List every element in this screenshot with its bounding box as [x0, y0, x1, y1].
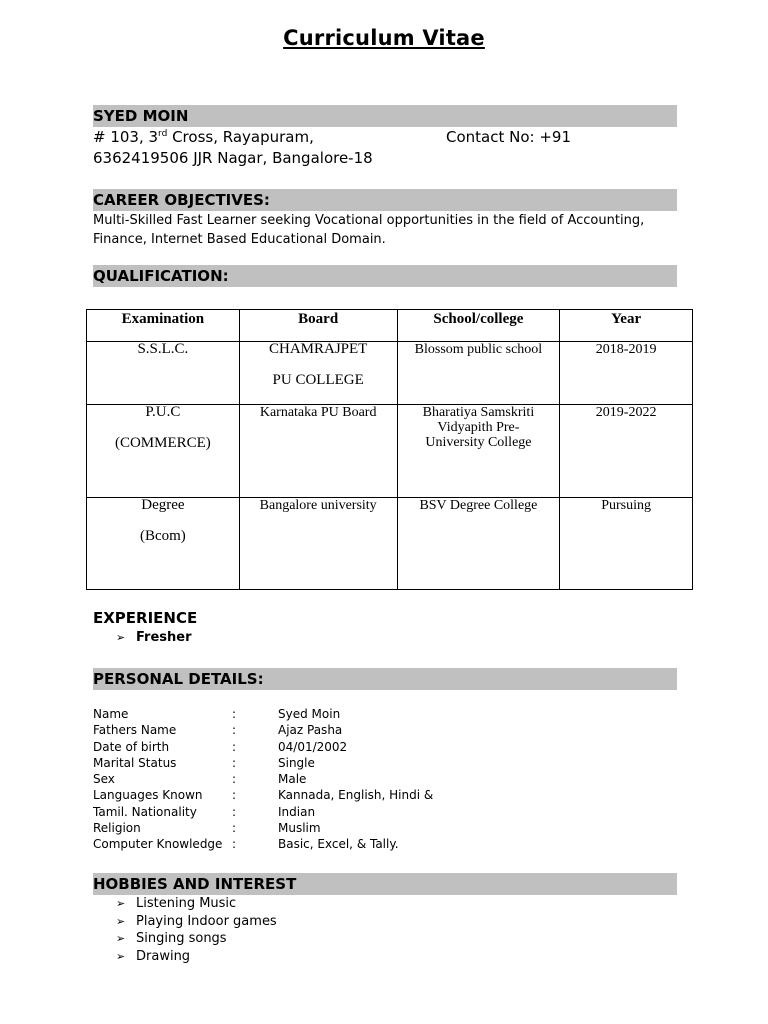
- hobbies-list: [116, 895, 277, 966]
- contact-number: Contact No: +91: [446, 128, 572, 146]
- detail-label: Languages Known: [93, 788, 203, 803]
- exam-name: (COMMERCE): [114, 435, 211, 451]
- address-line-1-start: # 103, 3: [93, 128, 159, 146]
- detail-value: Single: [278, 755, 315, 770]
- hobby-item: [116, 930, 277, 948]
- detail-value: Male: [278, 772, 307, 787]
- detail-separator: :: [232, 772, 237, 787]
- board-name: CHAMRAJPET: [268, 341, 368, 357]
- detail-value: Kannada, English, Hindi &: [278, 788, 434, 803]
- detail-separator: :: [232, 788, 237, 803]
- school-cell: [397, 405, 560, 498]
- exam-name: Degree: [141, 497, 185, 513]
- column-header: Year: [560, 310, 693, 342]
- hobby-item: [116, 948, 277, 966]
- exam-cell: [87, 342, 240, 405]
- table-row: [87, 405, 693, 498]
- year-value: Pursuing: [601, 498, 652, 513]
- hobby-label: Drawing: [136, 949, 191, 965]
- board-name: PU COLLEGE: [272, 372, 364, 388]
- arrow-bullet-icon: ➢: [116, 897, 126, 910]
- table-header-row: [87, 310, 693, 342]
- school-cell: [397, 342, 560, 405]
- hobbies-heading: HOBBIES AND INTEREST: [93, 873, 677, 895]
- detail-value: Basic, Excel, & Tally.: [278, 837, 399, 852]
- career-objectives-heading: CAREER OBJECTIVES:: [93, 189, 677, 211]
- board-cell: [239, 405, 397, 498]
- qualification-heading: QUALIFICATION:: [93, 265, 677, 287]
- detail-label: Sex: [93, 772, 115, 787]
- detail-label: Date of birth: [93, 739, 170, 754]
- column-header: Examination: [87, 310, 240, 342]
- detail-value: Muslim: [278, 821, 321, 836]
- detail-label: Tamil. Nationality: [93, 804, 197, 819]
- qualification-table: [86, 309, 693, 590]
- exam-name: P.U.C: [145, 404, 181, 420]
- table-row: [87, 342, 693, 405]
- detail-separator: :: [232, 821, 237, 836]
- year-cell: [560, 342, 693, 405]
- detail-value: Syed Moin: [278, 707, 341, 721]
- arrow-bullet-icon: ➢: [116, 932, 126, 946]
- detail-label: Computer Knowledge: [93, 837, 223, 852]
- detail-separator: :: [232, 723, 237, 738]
- arrow-bullet-icon: ➢: [116, 914, 126, 928]
- experience-item: [116, 630, 192, 645]
- school-name: BSV Degree College: [419, 498, 538, 513]
- exam-cell: [87, 498, 240, 590]
- year-value: 2019-2022: [595, 405, 657, 420]
- arrow-bullet-icon: ➢: [116, 631, 126, 644]
- board-name: Karnataka PU Board: [259, 405, 377, 420]
- detail-separator: :: [232, 755, 237, 770]
- year-cell: [560, 498, 693, 590]
- address-line-1-end: Cross, Rayapuram,: [167, 128, 314, 146]
- hobby-label: Playing Indoor games: [136, 913, 277, 929]
- hobby-label: Listening Music: [136, 896, 237, 911]
- detail-separator: :: [232, 804, 237, 819]
- experience-heading: EXPERIENCE: [93, 609, 198, 627]
- table-row: [87, 498, 693, 590]
- hobby-item: [116, 913, 277, 931]
- hobby-item: [116, 895, 277, 913]
- detail-separator: :: [232, 707, 237, 721]
- exam-name: S.S.L.C.: [137, 341, 189, 357]
- page-title: Curriculum Vitae: [283, 26, 485, 50]
- school-name: Blossom public school: [414, 342, 543, 357]
- detail-value: Ajaz Pasha: [278, 723, 343, 738]
- career-objectives-text: Multi-Skilled Fast Learner seeking Vocational opportunities in the field of Accounting, Finance, Internet Based Educational Domain.: [93, 213, 645, 247]
- address-superscript: rd: [158, 129, 168, 139]
- column-header: School/college: [397, 310, 560, 342]
- detail-separator: :: [232, 837, 237, 852]
- detail-label: Fathers Name: [93, 723, 177, 738]
- address-line-2: 6362419506 JJR Nagar, Bangalore-18: [93, 149, 373, 167]
- year-value: 2018-2019: [595, 342, 657, 357]
- detail-label: Marital Status: [93, 755, 177, 770]
- detail-value: Indian: [278, 804, 316, 819]
- personal-details-heading: PERSONAL DETAILS:: [93, 668, 677, 690]
- detail-value: 04/01/2002: [278, 739, 348, 754]
- experience-item-label: Fresher: [136, 630, 192, 645]
- school-cell: [397, 498, 560, 590]
- school-name: Bharatiya Samskriti Vidyapith Pre-University College: [422, 405, 535, 450]
- exam-name: (Bcom): [139, 528, 186, 544]
- detail-label: Religion: [93, 821, 141, 836]
- name-heading: SYED MOIN: [93, 105, 677, 127]
- detail-label: Name: [93, 707, 129, 721]
- board-cell: [239, 342, 397, 405]
- address-line-1: [93, 127, 314, 148]
- column-header: Board: [239, 310, 397, 342]
- board-name: Bangalore university: [259, 498, 377, 513]
- board-cell: [239, 498, 397, 590]
- year-cell: [560, 405, 693, 498]
- exam-cell: [87, 405, 240, 498]
- detail-separator: :: [232, 739, 237, 754]
- hobby-label: Singing songs: [136, 931, 227, 947]
- arrow-bullet-icon: ➢: [116, 950, 126, 964]
